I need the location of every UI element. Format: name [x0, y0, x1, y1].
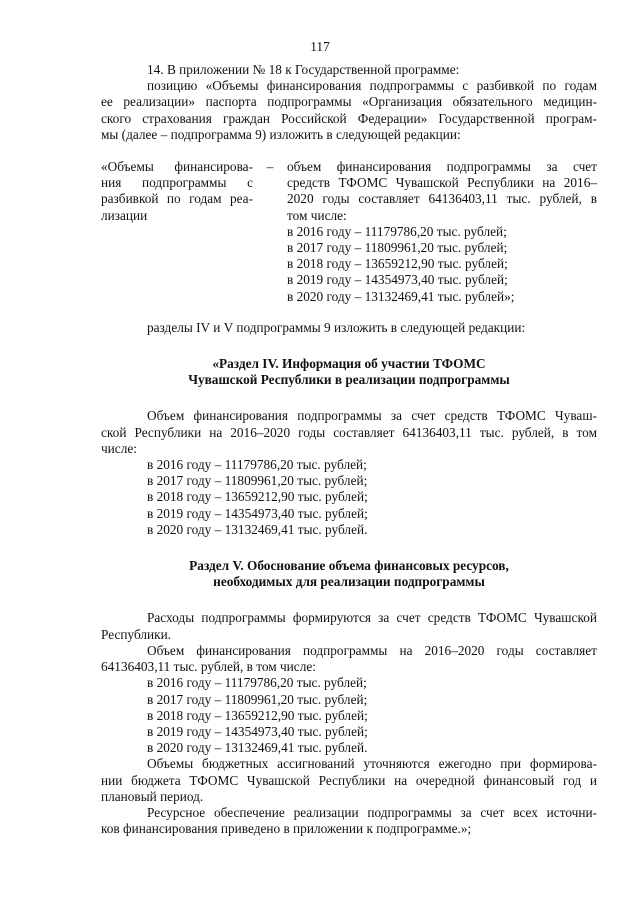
section-4-paragraph-line: числе:: [101, 440, 137, 456]
year-line: в 2016 году – 11179786,20 тыс. рублей;: [147, 457, 367, 473]
section-5-paragraph-line: ков финансирования приведено в приложении к подпрограмме.»;: [101, 821, 472, 837]
section-5-paragraph-line: Республики.: [101, 626, 172, 642]
section-5-paragraph-line: Ресурсное обеспечение реализации подпрограммы за счет всех источни-: [147, 804, 597, 820]
sections-intro: разделы IV и V подпрограммы 9 изложить в следующей редакции:: [147, 319, 526, 335]
section-4-paragraph-line: Объем финансирования подпрограммы за счет средств ТФОМС Чуваш-: [147, 408, 597, 424]
year-line: в 2019 году – 14354973,40 тыс. рублей;: [147, 505, 368, 521]
section-5-paragraph-line: Расходы подпрограммы формируются за счет средств ТФОМС Чувашской: [147, 610, 597, 626]
passport-value-line: объем финансирования подпрограммы за счет: [287, 159, 597, 175]
passport-label-line: ния подпрограммы с: [101, 175, 253, 191]
year-line: в 2018 году – 13659212,90 тыс. рублей;: [147, 489, 368, 505]
passport-label-line: «Объемы финансирова-: [101, 159, 253, 175]
passport-value-line: средств ТФОМС Чувашской Республики на 2016–: [287, 175, 597, 191]
year-line: в 2020 году – 13132469,41 тыс. рублей.: [147, 740, 368, 756]
item-14-line: 14. В приложении № 18 к Государственной программе:: [147, 62, 460, 77]
passport-label-line: лизации: [101, 207, 148, 223]
passport-value-line: том числе:: [287, 207, 347, 223]
year-line: в 2017 году – 11809961,20 тыс. рублей;: [147, 473, 368, 489]
passport-position: [101, 159, 597, 305]
passport-value-line: 2020 годы составляет 64136403,11 тыс. рублей, в: [287, 191, 597, 207]
year-line: в 2019 году – 14354973,40 тыс. рублей;: [147, 723, 368, 739]
year-line: в 2020 году – 13132469,41 тыс. рублей.: [147, 521, 368, 537]
section-4-title: Чувашской Республики в реализации подпрограммы: [188, 372, 510, 388]
year-line: в 2018 году – 13659212,90 тыс. рублей;: [147, 707, 368, 723]
section-5-paragraph-line: 64136403,11 тыс. рублей, в том числе:: [101, 659, 316, 675]
passport-label-line: разбивкой по годам реа-: [101, 191, 253, 207]
section-5-title: Раздел V. Обоснование объема финансовых ресурсов,: [189, 558, 509, 574]
passport-value: [287, 159, 597, 305]
year-line: в 2017 году – 11809961,20 тыс. рублей;: [147, 691, 368, 707]
section-5-paragraph-line: Объем финансирования подпрограммы на 2016–2020 годы составляет: [147, 642, 597, 658]
section-5-paragraph-line: плановый период.: [101, 788, 204, 804]
instruction-line: ее реализации» паспорта подпрограммы «Организация обязательного медицин-: [101, 94, 597, 110]
instruction-line: ского страхования граждан Российской Федерации» Государственной програм-: [101, 110, 597, 126]
page-number: 117: [310, 39, 330, 54]
year-line: в 2020 году – 13132469,41 тыс. рублей»;: [287, 288, 515, 304]
section-5-title: необходимых для реализации подпрограммы: [213, 574, 485, 590]
instruction-line: мы (далее – подпрограмма 9) изложить в следующей редакции:: [101, 126, 461, 142]
year-line: в 2016 году – 11179786,20 тыс. рублей;: [147, 675, 367, 691]
year-line: в 2017 году – 11809961,20 тыс. рублей;: [287, 240, 508, 256]
section-5-paragraph-line: нии бюджета ТФОМС Чувашской Республики на очередной финансовый год и: [101, 772, 597, 788]
page-content: [101, 62, 597, 837]
instruction-line: позицию «Объемы финансирования подпрограммы с разбивкой по годам: [147, 78, 597, 94]
year-line: в 2016 году – 11179786,20 тыс. рублей;: [287, 223, 507, 239]
section-5-paragraph-line: Объемы бюджетных ассигнований уточняются ежегодно при формирова-: [147, 756, 597, 772]
passport-label: [101, 159, 253, 305]
year-line: в 2018 году – 13659212,90 тыс. рублей;: [287, 256, 508, 272]
passport-dash: –: [266, 159, 274, 175]
section-4-paragraph-line: ской Республики на 2016–2020 годы составляет 64136403,11 тыс. рублей, в том: [101, 424, 597, 440]
section-4-title: «Раздел IV. Информация об участии ТФОМС: [212, 356, 486, 372]
year-line: в 2019 году – 14354973,40 тыс. рублей;: [287, 272, 508, 288]
